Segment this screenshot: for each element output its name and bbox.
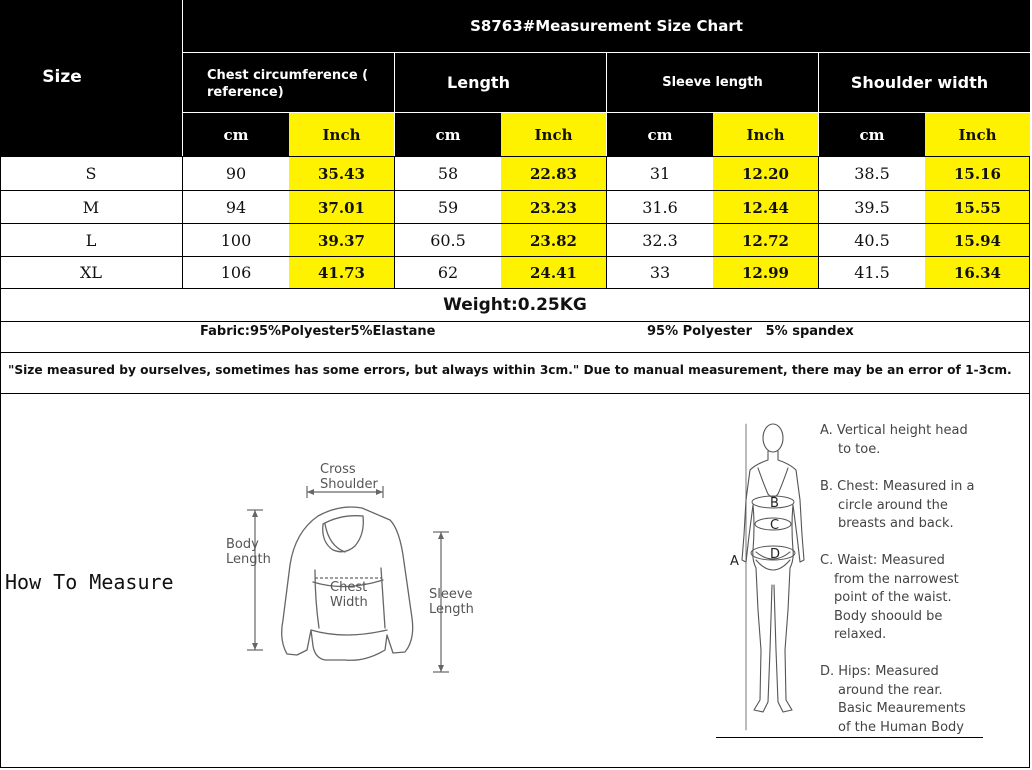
weight-row: Weight:0.25KG bbox=[443, 295, 587, 315]
table-cell-length-cm: 59 bbox=[437, 198, 459, 217]
table-cell-size: XL bbox=[79, 263, 102, 282]
measurement-header-chest: Chest circumference ( reference) bbox=[207, 68, 369, 100]
body-legend-line: point of the waist. bbox=[834, 590, 952, 605]
grid-line bbox=[182, 157, 183, 288]
body-length-label: Length bbox=[226, 552, 271, 567]
table-cell-size: M bbox=[82, 198, 100, 217]
table-cell-sleeve-cm: 31.6 bbox=[642, 198, 678, 217]
table-cell-shoulder-cm: 38.5 bbox=[854, 164, 890, 183]
legend-underline bbox=[716, 737, 983, 738]
fabric-right: 95% Polyester 5% spandex bbox=[647, 324, 854, 339]
body-legend-c bbox=[820, 552, 1025, 645]
table-cell-shoulder-cm: 40.5 bbox=[854, 231, 890, 250]
body-legend-line: of the Human Body bbox=[838, 719, 964, 735]
body-legend-line: around the rear. bbox=[838, 682, 943, 698]
grid-line bbox=[606, 157, 607, 288]
body-legend-line: circle around the bbox=[838, 497, 948, 513]
chest-width-label: Width bbox=[330, 595, 368, 610]
unit-inch: Inch bbox=[501, 113, 606, 156]
body-legend-a bbox=[820, 422, 1025, 459]
figure-letter-b: B bbox=[770, 496, 779, 511]
table-cell-length-inch: 22.83 bbox=[530, 164, 577, 183]
grid-line bbox=[0, 156, 1030, 157]
table-cell-sleeve-inch: 12.44 bbox=[742, 198, 789, 217]
table-cell-length-inch: 23.23 bbox=[530, 198, 577, 217]
measurement-header-shoulder: Shoulder width bbox=[850, 73, 989, 92]
body-legend-line: D. Hips: Measured bbox=[820, 664, 939, 679]
table-cell-chest-inch: 37.01 bbox=[318, 198, 365, 217]
unit-cm: cm bbox=[435, 125, 461, 144]
table-cell-size: L bbox=[85, 231, 97, 250]
sleeve-length-label: Length bbox=[429, 602, 474, 617]
garment-measure-diagram bbox=[215, 450, 490, 690]
grid-line bbox=[0, 157, 1, 288]
chart-title: S8763#Measurement Size Chart bbox=[470, 17, 743, 35]
how-to-measure-label: How To Measure bbox=[5, 570, 174, 594]
garment-neck bbox=[323, 516, 364, 552]
body-legend-b bbox=[820, 478, 1025, 534]
figure-letter-d: D bbox=[770, 547, 781, 562]
body-legend-line: A. Vertical height head bbox=[820, 423, 968, 438]
grid-line bbox=[394, 157, 395, 288]
body-legend-line: Basic Meaurements bbox=[838, 701, 966, 716]
table-cell-chest-inch: 41.73 bbox=[318, 263, 365, 282]
frame-bottom bbox=[0, 767, 1030, 768]
unit-cm: cm bbox=[859, 125, 885, 144]
body-legend-line: from the narrowest bbox=[834, 571, 959, 587]
frame-right bbox=[1029, 289, 1030, 768]
body-length-label: Body bbox=[226, 537, 259, 552]
unit-cm: cm bbox=[647, 125, 673, 144]
measurement-header-length: Length bbox=[447, 73, 510, 92]
table-cell-chest-cm: 90 bbox=[225, 164, 247, 183]
row-divider bbox=[0, 321, 1030, 322]
table-cell-chest-cm: 106 bbox=[220, 263, 252, 282]
frame-left bbox=[0, 289, 1, 768]
measurement-note: "Size measured by ourselves, sometimes has some errors, but always within 3cm." Due to manual measurement, there may be an error of 1-3cm. bbox=[8, 363, 1012, 377]
body-legend-line: C. Waist: Measured bbox=[820, 553, 945, 568]
table-cell-sleeve-inch: 12.72 bbox=[742, 231, 789, 250]
grid-line bbox=[1029, 157, 1030, 288]
grid-line bbox=[0, 256, 1030, 257]
unit-inch: Inch bbox=[289, 113, 394, 156]
sleeve-length-label: Sleeve bbox=[429, 587, 473, 602]
chest-width-label: Chest bbox=[330, 580, 368, 595]
body-figure-diagram bbox=[716, 410, 826, 740]
row-divider bbox=[0, 352, 1030, 353]
unit-inch: Inch bbox=[925, 113, 1030, 156]
table-cell-sleeve-cm: 31 bbox=[649, 164, 671, 183]
table-cell-shoulder-inch: 15.16 bbox=[954, 164, 1001, 183]
body-legend-line: breasts and back. bbox=[838, 516, 954, 531]
table-cell-chest-cm: 94 bbox=[225, 198, 247, 217]
table-cell-length-cm: 58 bbox=[437, 164, 459, 183]
table-cell-shoulder-inch: 15.55 bbox=[954, 198, 1001, 217]
table-cell-length-inch: 24.41 bbox=[530, 263, 577, 282]
table-cell-shoulder-inch: 15.94 bbox=[954, 231, 1001, 250]
cross-shoulder-label: Shoulder bbox=[320, 477, 378, 492]
body-legend-line: B. Chest: Measured in a bbox=[820, 479, 975, 494]
fabric-left: Fabric:95%Polyester5%Elastane bbox=[200, 324, 436, 339]
table-cell-chest-inch: 35.43 bbox=[318, 164, 365, 183]
body-legend-d bbox=[820, 663, 1025, 737]
figure-head bbox=[763, 424, 783, 452]
cross-shoulder-label: Cross bbox=[320, 462, 356, 477]
table-cell-size: S bbox=[85, 164, 97, 183]
grid-line bbox=[818, 157, 819, 288]
table-cell-shoulder-cm: 39.5 bbox=[854, 198, 890, 217]
table-cell-chest-inch: 39.37 bbox=[318, 231, 365, 250]
measurement-header-sleeve: Sleeve length bbox=[662, 75, 763, 90]
table-cell-length-inch: 23.82 bbox=[530, 231, 577, 250]
row-divider bbox=[0, 393, 1030, 394]
body-legend-line: to toe. bbox=[838, 441, 881, 457]
figure-letter-a: A bbox=[730, 554, 739, 569]
unit-inch: Inch bbox=[713, 113, 818, 156]
table-cell-length-cm: 62 bbox=[437, 263, 459, 282]
table-cell-sleeve-inch: 12.20 bbox=[742, 164, 789, 183]
body-legend-line: relaxed. bbox=[834, 627, 887, 642]
grid-line bbox=[0, 190, 1030, 191]
figure-letter-c: C bbox=[770, 518, 780, 533]
table-cell-chest-cm: 100 bbox=[220, 231, 252, 250]
unit-cm: cm bbox=[223, 125, 249, 144]
table-cell-sleeve-cm: 32.3 bbox=[642, 231, 678, 250]
table-cell-shoulder-inch: 16.34 bbox=[954, 263, 1001, 282]
body-legend-line: Body shoould be bbox=[834, 608, 943, 624]
size-column-header: Size bbox=[42, 67, 82, 87]
table-cell-length-cm: 60.5 bbox=[430, 231, 466, 250]
grid-line bbox=[0, 223, 1030, 224]
table-cell-sleeve-inch: 12.99 bbox=[742, 263, 789, 282]
table-cell-sleeve-cm: 33 bbox=[649, 263, 671, 282]
table-cell-shoulder-cm: 41.5 bbox=[854, 263, 890, 282]
